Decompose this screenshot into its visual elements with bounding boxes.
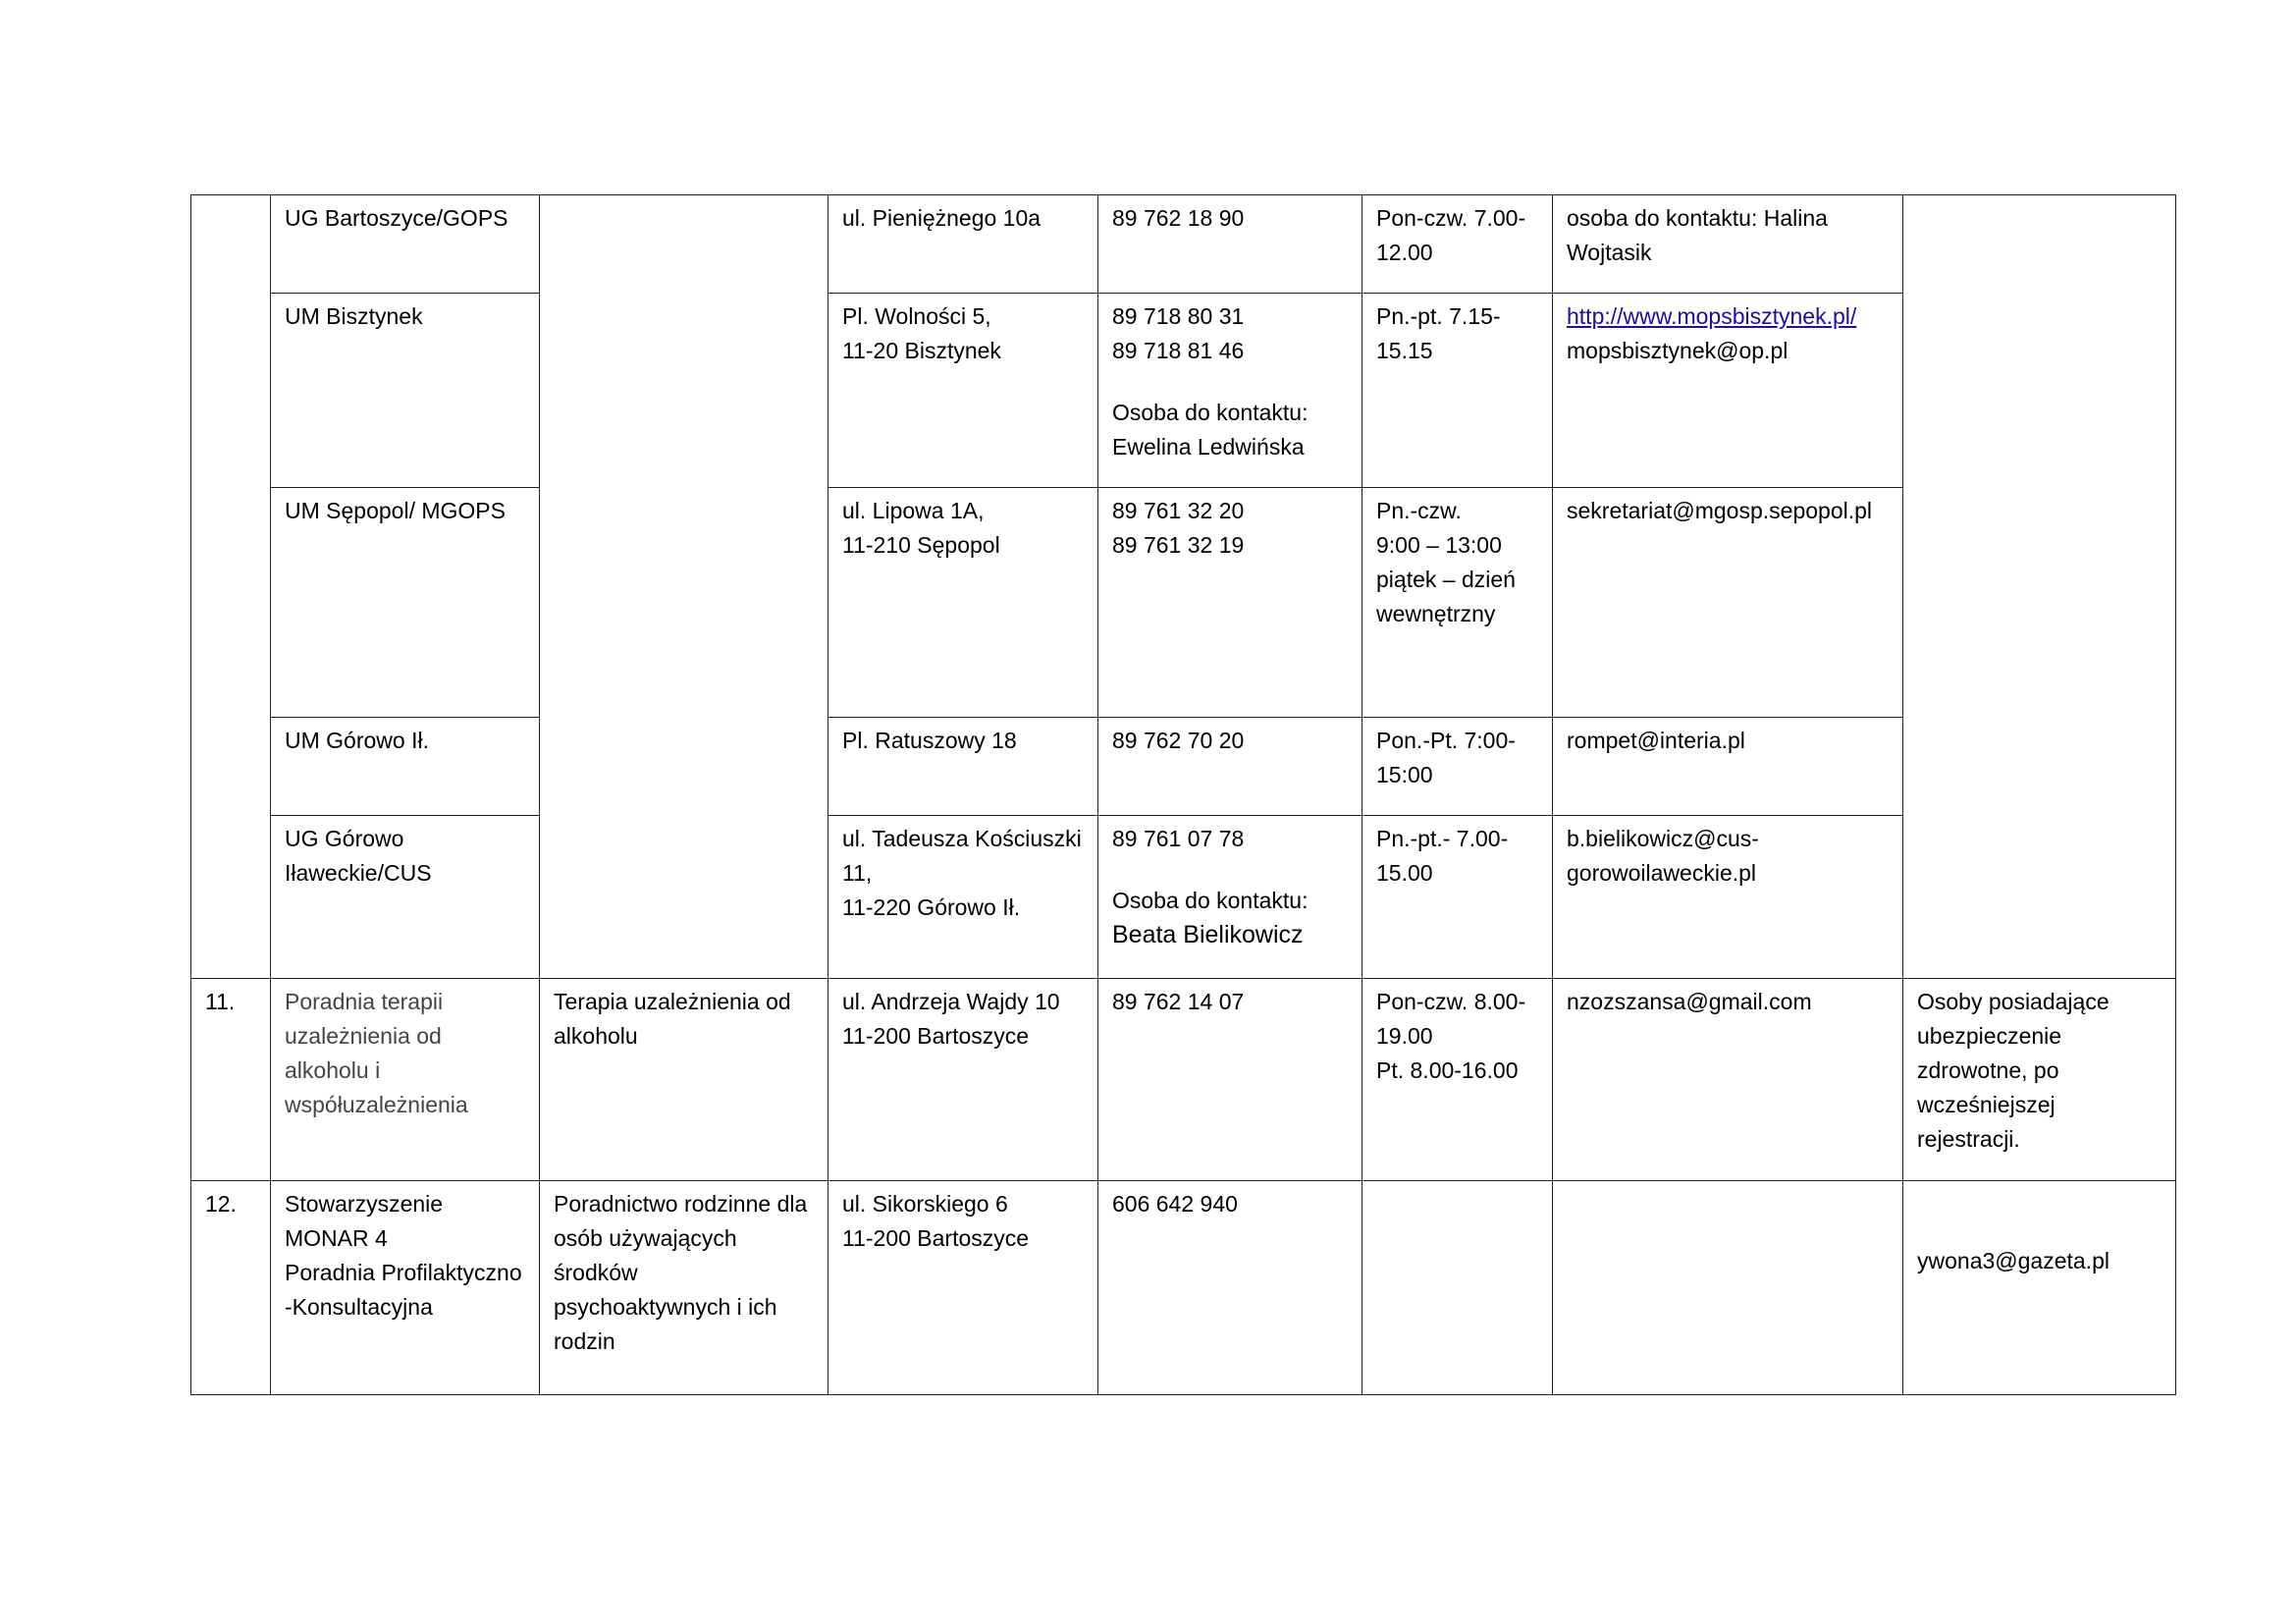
notes-line: ubezpieczenie	[1917, 1023, 2062, 1049]
hours-line: piątek – dzień	[1376, 567, 1516, 592]
email-address: nzozszansa@gmail.com	[1567, 989, 1812, 1014]
phone-number: 89 762 14 07	[1112, 989, 1245, 1014]
email-address: b.bielikowicz@cus-	[1567, 826, 1759, 851]
org-cell	[271, 1181, 540, 1395]
hours-line: 15.00	[1376, 860, 1433, 886]
hours-line: Pon-czw. 7.00-	[1376, 205, 1526, 231]
hours-cell	[1362, 294, 1553, 488]
org-name: Poradnia terapii	[285, 989, 444, 1014]
address-line: 11-20 Bisztynek	[842, 338, 1001, 363]
service-line: Terapia uzależnienia od	[554, 989, 791, 1014]
org-name: współuzależnienia	[285, 1092, 468, 1117]
email-cell	[1553, 1181, 1903, 1395]
address-line: 11-210 Sępopol	[842, 532, 1000, 558]
email-cell	[1553, 294, 1903, 488]
address-line: Pl. Ratuszowy 18	[842, 728, 1017, 753]
address-cell	[828, 816, 1098, 979]
service-line: osób używających	[554, 1225, 737, 1251]
org-name: Poradnia Profilaktyczno	[285, 1260, 522, 1285]
address-line: ul. Tadeusza Kościuszki	[842, 826, 1082, 851]
org-cell	[271, 195, 540, 294]
hours-line: Pt. 8.00-16.00	[1376, 1057, 1519, 1083]
phone-number: 606 642 940	[1112, 1191, 1238, 1217]
address-cell	[828, 979, 1098, 1181]
service-cell	[540, 1181, 828, 1395]
notes-line: wcześniejszej	[1917, 1092, 2056, 1117]
service-line: środków	[554, 1260, 638, 1285]
address-cell	[828, 294, 1098, 488]
hours-line: 15.15	[1376, 338, 1433, 363]
hours-cell	[1362, 488, 1553, 718]
notes-cell	[1903, 979, 2176, 1181]
hours-line: Pon-czw. 8.00-	[1376, 989, 1526, 1014]
email-cell	[1553, 195, 1903, 294]
spacer	[1112, 368, 1348, 396]
address-line: Pl. Wolności 5,	[842, 303, 991, 329]
phone-cell	[1098, 1181, 1362, 1395]
spacer	[1112, 856, 1348, 884]
table-row	[191, 979, 2176, 1181]
org-cell	[271, 816, 540, 979]
contact-label: Osoba do kontaktu:	[1112, 888, 1308, 913]
contact-name: Ewelina Ledwińska	[1112, 434, 1305, 460]
service-line: rodzin	[554, 1328, 615, 1354]
contact-name: Beata Bielikowicz	[1112, 921, 1304, 948]
service-cell	[540, 979, 828, 1181]
number-cell	[191, 1181, 271, 1395]
org-name: -Konsultacyjna	[285, 1294, 433, 1320]
email-cell	[1553, 488, 1903, 718]
services-table	[190, 194, 2176, 1395]
org-name: UG Górowo	[285, 826, 404, 851]
table-row	[191, 294, 2176, 488]
address-line: ul. Lipowa 1A,	[842, 498, 985, 523]
contact-line: osoba do kontaktu: Halina	[1567, 205, 1828, 231]
phone-number: 89 762 70 20	[1112, 728, 1245, 753]
hours-cell	[1362, 195, 1553, 294]
service-line: psychoaktywnych i ich	[554, 1294, 777, 1320]
address-cell	[828, 195, 1098, 294]
address-cell	[828, 1181, 1098, 1395]
email-address: gorowoilaweckie.pl	[1567, 860, 1757, 886]
phone-number: 89 762 18 90	[1112, 205, 1245, 231]
phone-cell	[1098, 718, 1362, 816]
hours-cell	[1362, 1181, 1553, 1395]
row-number: 12.	[205, 1191, 237, 1217]
phone-number: 89 761 32 19	[1112, 532, 1245, 558]
hours-line: 15:00	[1376, 762, 1433, 787]
org-cell	[271, 294, 540, 488]
org-name: Iławeckie/CUS	[285, 860, 432, 886]
address-cell	[828, 488, 1098, 718]
notes-cell	[1903, 1181, 2176, 1395]
email-address: ywona3@gazeta.pl	[1917, 1248, 2109, 1273]
hours-line: Pn.-pt. 7.15-	[1376, 303, 1501, 329]
phone-cell	[1098, 816, 1362, 979]
contact-label: Osoba do kontaktu:	[1112, 400, 1308, 425]
hours-cell	[1362, 979, 1553, 1181]
phone-number: 89 718 81 46	[1112, 338, 1245, 363]
phone-cell	[1098, 979, 1362, 1181]
hours-line: Pon.-Pt. 7:00-	[1376, 728, 1516, 753]
org-name: alkoholu i	[285, 1057, 381, 1083]
hours-line: Pn.-pt.- 7.00-	[1376, 826, 1509, 851]
hours-line: Pn.-czw.	[1376, 498, 1462, 523]
contact-line: Wojtasik	[1567, 240, 1652, 265]
row-number: 11.	[205, 989, 236, 1014]
phone-cell	[1098, 294, 1362, 488]
website-link[interactable]: http://www.mopsbisztynek.pl/	[1567, 303, 1857, 329]
email-address: mopsbisztynek@op.pl	[1567, 338, 1789, 363]
hours-line: 9:00 – 13:00	[1376, 532, 1502, 558]
hours-line: 12.00	[1376, 240, 1433, 265]
service-line: alkoholu	[554, 1023, 638, 1049]
org-cell	[271, 488, 540, 718]
table-row	[191, 488, 2176, 718]
phone-number: 89 718 80 31	[1112, 303, 1245, 329]
org-cell	[271, 979, 540, 1181]
hours-cell	[1362, 718, 1553, 816]
org-name: UM Sępopol/ MGOPS	[285, 498, 506, 523]
hours-cell	[1362, 816, 1553, 979]
phone-cell	[1098, 195, 1362, 294]
hours-line: 19.00	[1376, 1023, 1433, 1049]
notes-cell	[1903, 195, 2176, 979]
email-cell	[1553, 979, 1903, 1181]
phone-number: 89 761 32 20	[1112, 498, 1245, 523]
notes-line: Osoby posiadające	[1917, 989, 2109, 1014]
address-cell	[828, 718, 1098, 816]
table-row	[191, 1181, 2176, 1395]
service-line: Poradnictwo rodzinne dla	[554, 1191, 808, 1217]
table-row	[191, 718, 2176, 816]
address-line: 11-200 Bartoszyce	[842, 1023, 1030, 1049]
org-cell	[271, 718, 540, 816]
address-line: 11,	[842, 860, 873, 886]
org-name: UM Bisztynek	[285, 303, 423, 329]
hours-line: wewnętrzny	[1376, 601, 1496, 626]
table-row	[191, 195, 2176, 294]
number-cell	[191, 195, 271, 979]
email-address: sekretariat@mgosp.sepopol.pl	[1567, 498, 1873, 523]
phone-number: 89 761 07 78	[1112, 826, 1245, 851]
table-row	[191, 816, 2176, 979]
address-line: ul. Pieniężnego 10a	[842, 205, 1041, 231]
address-line: ul. Sikorskiego 6	[842, 1191, 1008, 1217]
notes-line: rejestracji.	[1917, 1126, 2020, 1152]
address-line: ul. Andrzeja Wajdy 10	[842, 989, 1060, 1014]
notes-line: zdrowotne, po	[1917, 1057, 2059, 1083]
org-name: UM Górowo Ił.	[285, 728, 429, 753]
address-line: 11-200 Bartoszyce	[842, 1225, 1030, 1251]
number-cell	[191, 979, 271, 1181]
org-name: UG Bartoszyce/GOPS	[285, 205, 508, 231]
email-cell	[1553, 718, 1903, 816]
email-cell	[1553, 816, 1903, 979]
org-name: Stowarzyszenie	[285, 1191, 444, 1217]
address-line: 11-220 Górowo Ił.	[842, 894, 1021, 920]
org-name: uzależnienia od	[285, 1023, 442, 1049]
email-address: rompet@interia.pl	[1567, 728, 1745, 753]
phone-cell	[1098, 488, 1362, 718]
service-cell	[540, 195, 828, 979]
org-name: MONAR 4	[285, 1225, 388, 1251]
